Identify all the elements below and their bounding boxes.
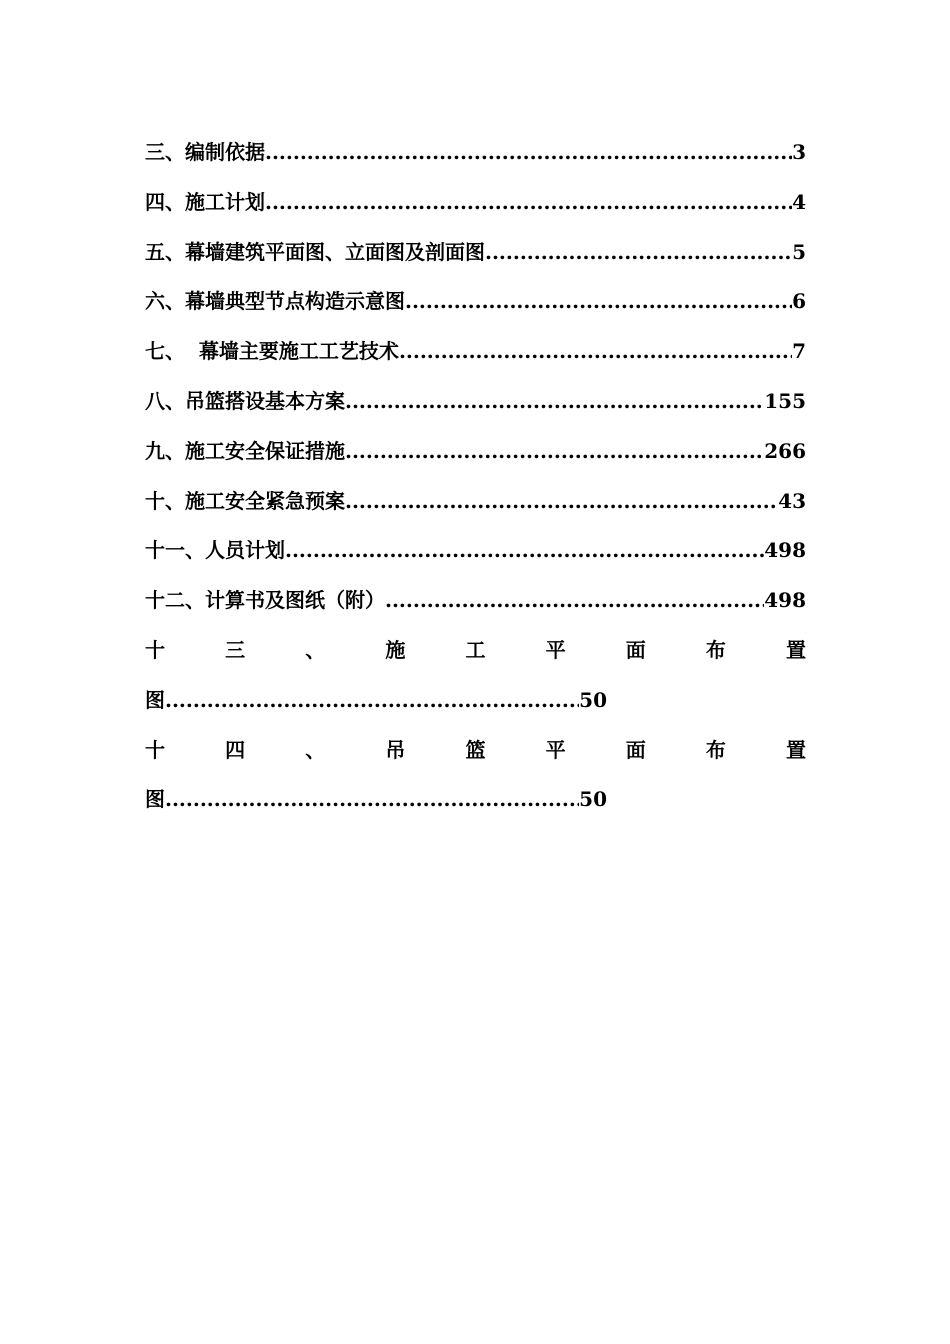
- toc-title-char: 、: [305, 637, 326, 662]
- toc-entry-page: 6: [792, 289, 806, 314]
- toc-entry-title: 四、施工计划: [145, 189, 265, 214]
- toc-entry-title-justified: [145, 726, 806, 776]
- toc-entry-10[interactable]: [145, 477, 806, 527]
- toc-leader-dots: [385, 576, 764, 626]
- toc-entry-title-tail: 图: [145, 687, 165, 712]
- toc-entry-page: 43: [778, 488, 806, 513]
- toc-title-char: 施: [385, 637, 406, 662]
- toc-entry-page: 155: [764, 388, 806, 413]
- toc-entry-page: 5: [792, 239, 806, 264]
- toc-entry-page: 7: [792, 339, 806, 364]
- toc-title-char: 工: [465, 637, 486, 662]
- toc-entry-3[interactable]: [145, 128, 806, 178]
- toc-entry-page: 498: [764, 538, 806, 563]
- toc-entry-page: 498: [764, 588, 806, 613]
- toc-leader-dots: [165, 775, 579, 825]
- toc-entry-11[interactable]: [145, 526, 806, 576]
- toc-title-char: 篮: [465, 737, 486, 762]
- toc-entry-13[interactable]: [145, 626, 806, 726]
- toc-leader-dots: [345, 377, 764, 427]
- toc-leader-dots: [399, 327, 792, 377]
- toc-entry-page: 50: [579, 787, 607, 812]
- toc-title-char: 面: [625, 637, 646, 662]
- toc-entry-14[interactable]: [145, 726, 806, 826]
- toc-entry-8[interactable]: [145, 377, 806, 427]
- toc-title-char: 置: [786, 737, 806, 762]
- toc-title-char: 平: [545, 637, 566, 662]
- toc-entry-title: 九、施工安全保证措施: [145, 438, 345, 463]
- toc-entry-title: 五、幕墙建筑平面图、立面图及剖面图: [145, 239, 485, 264]
- toc-entry-title: 十二、计算书及图纸（附）: [145, 588, 385, 613]
- toc-leader-dots: [345, 427, 764, 477]
- toc-entry-5[interactable]: [145, 228, 806, 278]
- toc-entry-title: 八、吊篮搭设基本方案: [145, 388, 345, 413]
- toc-entry-page: 4: [792, 189, 806, 214]
- toc-title-char: 平: [545, 737, 566, 762]
- toc-title-char: 面: [625, 737, 646, 762]
- toc-entry-continuation: [145, 676, 607, 726]
- toc-title-char: 置: [786, 637, 806, 662]
- toc-entry-6[interactable]: [145, 277, 806, 327]
- toc-title-char: 四: [225, 737, 246, 762]
- toc-entry-page: 50: [579, 687, 607, 712]
- toc-entry-title: 六、幕墙典型节点构造示意图: [145, 289, 405, 314]
- toc-title-char: 布: [705, 637, 726, 662]
- toc-entry-continuation: [145, 775, 607, 825]
- toc-entry-4[interactable]: [145, 178, 806, 228]
- toc-leader-dots: [405, 277, 792, 327]
- toc-title-char: 、: [305, 737, 326, 762]
- toc-entry-9[interactable]: [145, 427, 806, 477]
- toc-title-char: 十: [145, 737, 165, 762]
- toc-title-char: 三: [225, 637, 246, 662]
- toc-entry-title: 十一、人员计划: [145, 538, 285, 563]
- toc-leader-dots: [265, 128, 792, 178]
- toc-entry-title-justified: [145, 626, 806, 676]
- toc-entry-page: 266: [764, 438, 806, 463]
- toc-entry-title-tail: 图: [145, 787, 165, 812]
- toc-leader-dots: [485, 228, 792, 278]
- table-of-contents: [145, 128, 806, 825]
- toc-title-char: 十: [145, 637, 165, 662]
- toc-title-char: 布: [705, 737, 726, 762]
- toc-leader-dots: [345, 477, 778, 527]
- toc-entry-page: 3: [792, 140, 806, 164]
- toc-leader-dots: [165, 676, 579, 726]
- toc-entry-title: 三、编制依据: [145, 140, 265, 164]
- toc-leader-dots: [285, 526, 764, 576]
- toc-entry-title: 十、施工安全紧急预案: [145, 488, 345, 513]
- toc-entry-12[interactable]: [145, 576, 806, 626]
- toc-title-char: 吊: [385, 737, 406, 762]
- toc-entry-7[interactable]: [145, 327, 806, 377]
- toc-entry-title: 七、 幕墙主要施工工艺技术: [145, 339, 399, 364]
- toc-leader-dots: [265, 178, 792, 228]
